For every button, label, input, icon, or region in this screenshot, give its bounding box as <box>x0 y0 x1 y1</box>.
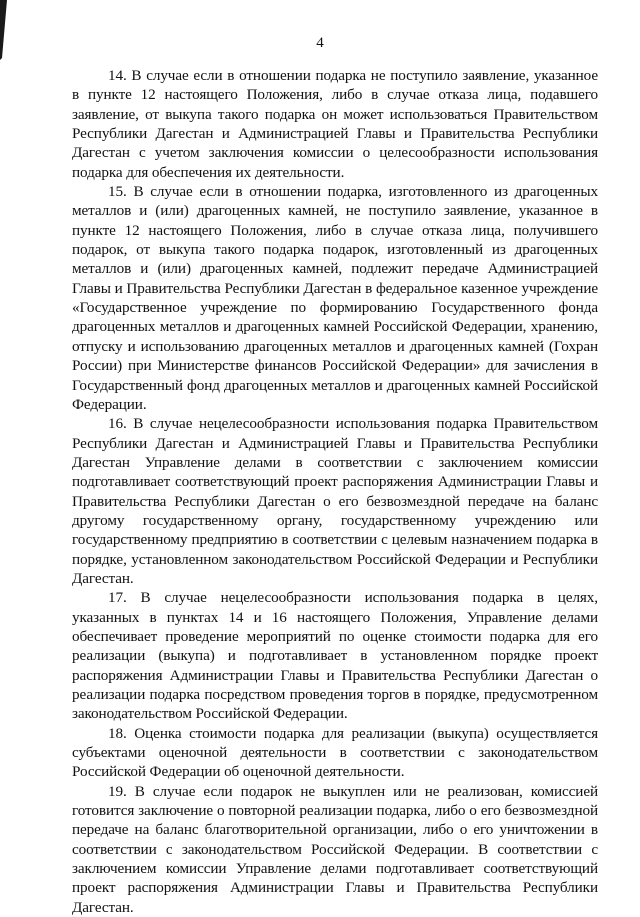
page-number: 4 <box>316 35 324 51</box>
paragraph-14: 14. В случае если в отношении подарка не поступило заявление, указанное в пункте 12 настоящего Положения, либо в случае отказа лица, подавшего заявление, от выкупа такого подарка он может использоваться Правительством Республики Дагестан и Администрацией Главы и Правительства Республики Дагестан с учетом заключения комиссии о целесообразности использования подарка для обеспечения их деятельности. <box>72 67 598 181</box>
paragraph-17: 17. В случае нецелесообразности использования подарка в целях, указанных в пунктах 14 и 16 настоящего Положения, Управление делами обеспечивает проведение мероприятий по оценке стоимости подарка для его реализации (выкупа) и подготавливает в установленном порядке проект распоряжения Администрации Главы и Правительства Республики Дагестан о реализации подарка посредством проведения торгов в порядке, предусмотренном законодательством Российской Федерации. <box>72 589 598 723</box>
paragraph-16: 16. В случае нецелесообразности использования подарка Правительством Республики Дагестан и Администрацией Главы и Правительства Республики Дагестан Управление делами в соответствии с заключением комиссии подготавливает соответствующий проект распоряжения Администрации Главы и Правительства Республики Дагестан о его безвозмездной передаче на баланс другому государственному органу, государственному учреждению или государственному предприятию в соответствии с целевым назначением подарка в порядке, установленном законодательством Российской Федерации и Республики Дагестан. <box>72 415 598 587</box>
paragraph-18: 18. Оценка стоимости подарка для реализации (выкупа) осуществляется субъектами оценочной деятельности в соответствии с законодательством Российской Федерации об оценочной деятельности. <box>72 724 598 781</box>
document-body <box>72 66 598 917</box>
paragraph-19: 19. В случае если подарок не выкуплен или не реализован, комиссией готовится заключение о повторной реализации подарка, либо о его безвозмездной передаче на баланс благотворительной организации, либо о его уничтожении в соответствии с законодательством Российской Федерации. В соответствии с заключением комиссии Управление делами подготавливает соответствующий проект распоряжения Администрации Главы и Правительства Республики Дагестан. <box>72 782 598 916</box>
paragraph-15: 15. В случае если в отношении подарка, изготовленного из драгоценных металлов и (или) драгоценных камней, не поступило заявление, указанное в пункте 12 настоящего Положения, либо в случае отказа лица, получившего подарок, от выкупа такого подарка подарок, изготовленный из драгоценных металлов и (или) драгоценных камней, подлежит передаче Администрацией Главы и Правительства Республики Дагестан в федеральное казенное учреждение «Государственное учреждение по формированию Государственного фонда драгоценных металлов и драгоценных камней Российской Федерации, хранению, отпуску и использованию драгоценных металлов и драгоценных камней (Гохран России) при Министерстве финансов Российской Федерации» для зачисления в Государственный фонд драгоценных металлов и драгоценных камней Российской Федерации. <box>72 183 598 413</box>
